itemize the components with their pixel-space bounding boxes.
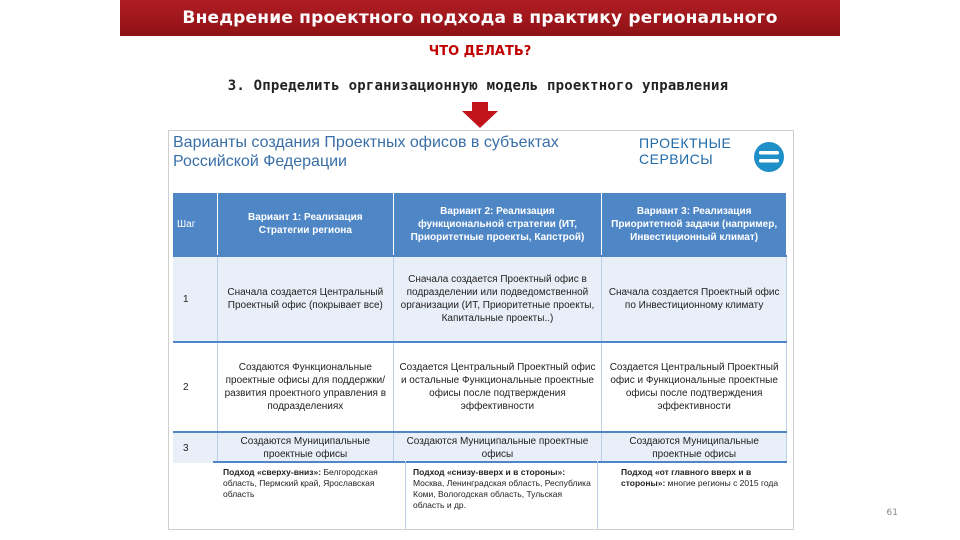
title-line-2: Российской Федерации xyxy=(173,153,347,170)
logo-line-2: СЕРВИСЫ xyxy=(639,151,714,167)
approach-regions: Белгородская область, Пермский край, Ярославская область xyxy=(223,467,378,499)
logo-mark-icon xyxy=(753,141,785,173)
cell-variant-1: Создаются Функциональные проектные офисы для поддержки/развития проектного управления в подразделениях xyxy=(218,342,394,432)
approach-label: Подход «от главного вверх и в стороны»: xyxy=(621,467,752,488)
approaches-row xyxy=(169,461,793,529)
approach-top-down xyxy=(223,467,399,500)
project-services-logo xyxy=(639,135,789,175)
page-number: 61 xyxy=(886,508,898,518)
step-heading: 3. Определить организационную модель проектного управления xyxy=(227,78,729,94)
slide-title-bar xyxy=(120,0,840,36)
row-step: 1 xyxy=(173,256,218,342)
header-variant-2: Вариант 2: Реализация функциональной стратегии (ИТ, Приоритетные проекты, Капстрой) xyxy=(393,193,602,256)
title-part-b: создания Проектных офисов в субъектах xyxy=(246,134,559,151)
table-header-row xyxy=(173,193,787,256)
table-row xyxy=(173,256,787,342)
header-step: Шаг xyxy=(173,193,218,256)
approach-regions: Москва, Ленинградская область, Республика Коми, Вологодская область, Тульская область и др. xyxy=(413,478,591,510)
cell-variant-2: Создается Центральный Проектный офис и остальные Функциональные проектные офисы после подтверждения эффективности xyxy=(393,342,602,432)
header-variant-1: Вариант 1: Реализация Стратегии региона xyxy=(218,193,394,256)
approach-regions: многие регионы с 2015 года xyxy=(665,478,779,488)
cell-variant-2: Создаются Муниципальные проектные офисы xyxy=(393,432,602,463)
row-step: 3 xyxy=(173,432,218,463)
approach-label: Подход «снизу-вверх и в стороны»: xyxy=(413,467,566,477)
variants-table xyxy=(173,193,787,463)
cell-variant-3: Создается Центральный Проектный офис и Функциональные проектные офисы после подтверждения эффективности xyxy=(602,342,787,432)
down-arrow-icon xyxy=(462,102,498,128)
approach-from-main xyxy=(621,467,781,489)
logo-line-1: ПРОЕКТНЫЕ xyxy=(639,135,732,151)
question-heading: ЧТО ДЕЛАТЬ? xyxy=(428,44,532,59)
cell-variant-2: Сначала создается Проектный офис в подразделении или подведомственной организации (ИТ, Приоритетные проекты, Капитальные проекты..) xyxy=(393,256,602,342)
approach-bottom-up xyxy=(413,467,591,511)
header-variant-3: Вариант 3: Реализация Приоритетной задачи (например, Инвестиционный климат) xyxy=(602,193,787,256)
embedded-slide xyxy=(168,130,794,530)
row-step: 2 xyxy=(173,342,218,432)
cell-variant-3: Создаются Муниципальные проектные офисы xyxy=(602,432,787,463)
cell-variant-1: Сначала создается Центральный Проектный офис (покрывает все) xyxy=(218,256,394,342)
cell-variant-1: Создаются Муниципальные проектные офисы xyxy=(218,432,394,463)
cell-variant-3: Сначала создается Проектный офис по Инвестиционному климату xyxy=(602,256,787,342)
approach-label: Подход «сверху-вниз»: xyxy=(223,467,322,477)
table-row xyxy=(173,342,787,432)
table-row xyxy=(173,432,787,463)
embedded-slide-title xyxy=(173,133,559,171)
title-part-a: Варианты xyxy=(173,134,247,151)
slide-title: Внедрение проектного подхода в практику регионального xyxy=(182,8,778,28)
